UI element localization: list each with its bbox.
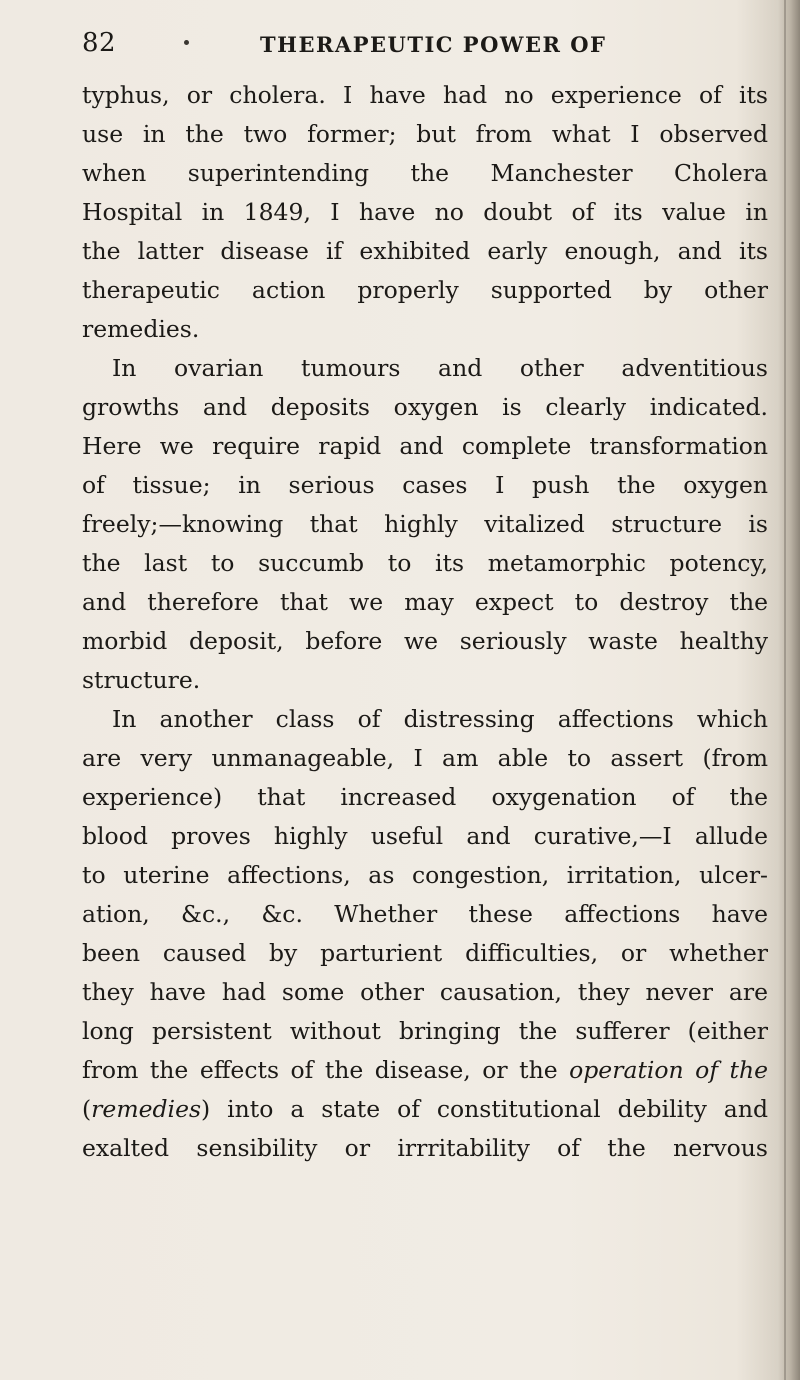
text-line: and therefore that we may expect to destroy the	[82, 588, 768, 616]
text-line	[82, 1090, 768, 1129]
text-line: Here we require rapid and complete transformation	[82, 432, 768, 460]
text-line: been caused by parturient difficulties, or whether	[82, 939, 768, 967]
italic-run: operation of the	[569, 1056, 769, 1084]
running-title: THERAPEUTIC POWER OF	[260, 32, 607, 57]
text-line: they have had some other causation, they never are	[82, 978, 768, 1006]
text-run: ) into a state of constitutional debility and	[201, 1095, 768, 1123]
text-line: therapeutic action properly supported by other	[82, 276, 768, 304]
text-run: (	[82, 1095, 92, 1123]
text-line: morbid deposit, before we seriously waste healthy	[82, 627, 768, 655]
text-line: use in the two former; but from what I observed	[82, 120, 768, 148]
text-line: freely;—knowing that highly vitalized structure is	[82, 510, 768, 538]
text-run: from the effects of the disease, or the	[82, 1056, 570, 1084]
text-line	[82, 1051, 768, 1090]
text-line: the latter disease if exhibited early enough, and its	[82, 237, 768, 265]
text-line: to uterine affections, as congestion, irritation, ulcer-	[82, 861, 768, 889]
text-line: structure.	[82, 666, 201, 694]
text-line: the last to succumb to its metamorphic potency,	[82, 549, 768, 577]
body-text	[82, 76, 768, 1168]
text-line: blood proves highly useful and curative,—I allude	[82, 822, 768, 850]
italic-run: remedies	[91, 1095, 202, 1123]
text-line: when superintending the Manchester Cholera	[82, 159, 768, 187]
binding-edge	[784, 0, 786, 1380]
running-head	[82, 28, 762, 60]
text-line: are very unmanageable, I am able to assert (from	[82, 744, 768, 772]
text-line: of tissue; in serious cases I push the oxygen	[82, 471, 768, 499]
text-line: growths and deposits oxygen is clearly indicated.	[82, 393, 768, 421]
text-line: ation, &c., &c. Whether these affections have	[82, 900, 768, 928]
text-line: typhus, or cholera. I have had no experience of its	[82, 81, 768, 109]
text-line: experience) that increased oxygenation of the	[82, 783, 768, 811]
text-line: long persistent without bringing the sufferer (either	[82, 1017, 768, 1045]
text-line: Hospital in 1849, I have no doubt of its value in	[82, 198, 768, 226]
page-number: 82	[82, 28, 117, 58]
head-bullet	[184, 40, 189, 45]
text-line: remedies.	[82, 315, 200, 343]
page-gutter-shadow	[778, 0, 800, 1380]
text-line: exalted sensibility or irrritability of the nervous	[82, 1134, 768, 1162]
paragraph-first-line: In ovarian tumours and other adventitious	[112, 354, 768, 382]
paragraph-first-line: In another class of distressing affections which	[112, 705, 768, 733]
